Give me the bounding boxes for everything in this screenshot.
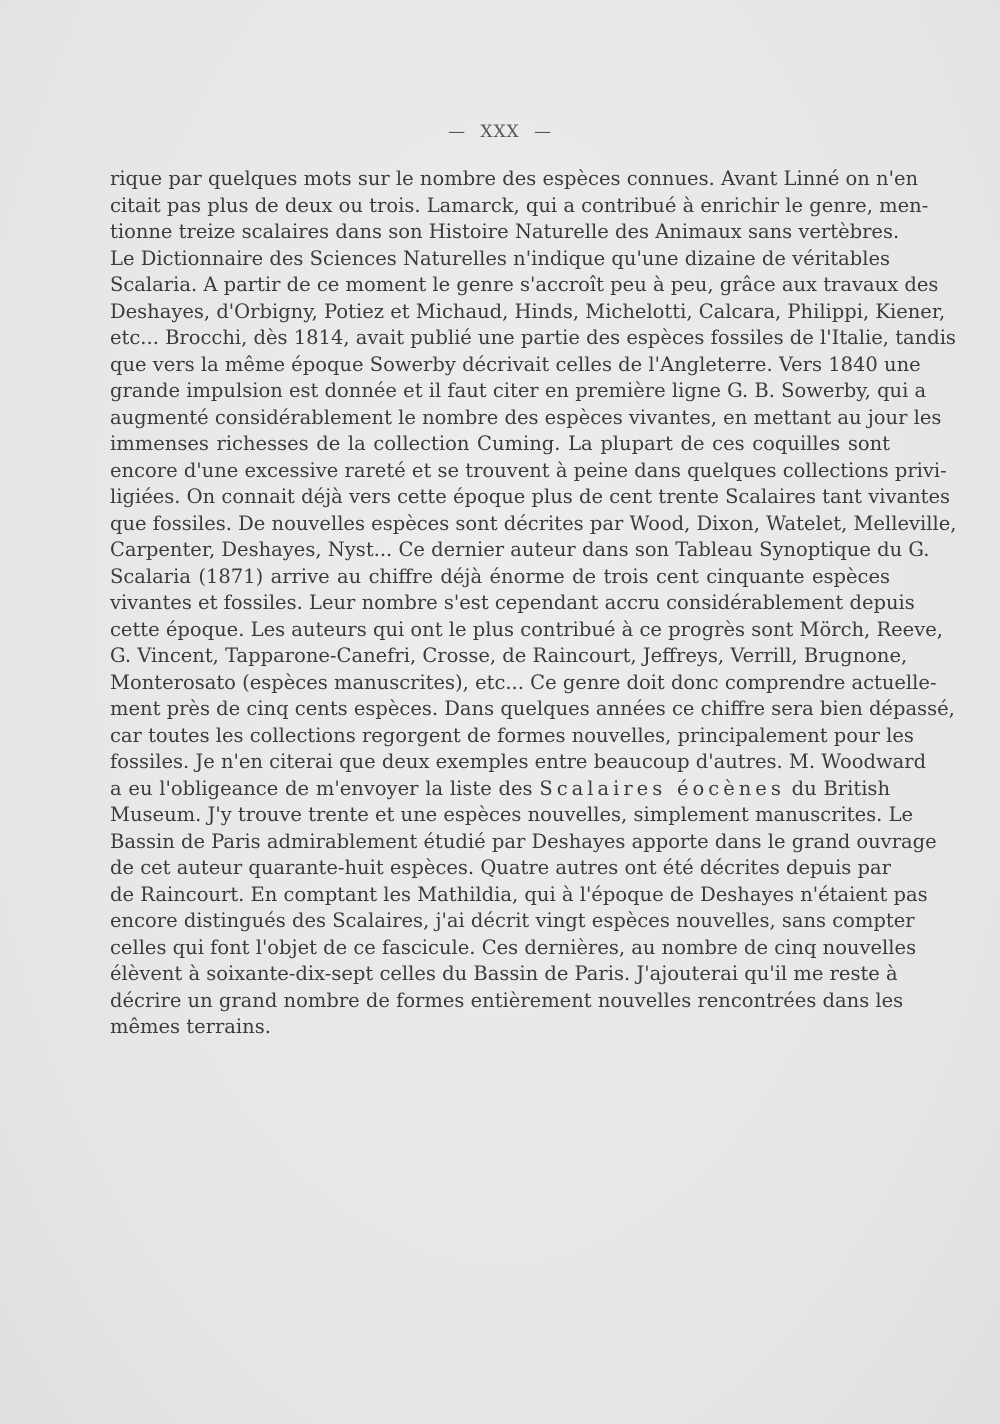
text-line-end: du British xyxy=(784,776,891,800)
text-line: fossiles. Je n'en citerai que deux exemples entre beaucoup d'autres. M. Woodward xyxy=(110,750,927,773)
text-line: Monterosato (espèces manuscrites), etc... Ce genre doit donc comprendre actuelle- xyxy=(110,670,937,694)
text-line: rique par quelques mots sur le nombre des espèces connues. Avant Linné on n'en xyxy=(110,167,919,190)
text-line: Scalaria (1871) arrive au chiffre déjà énorme de trois cent cinquante espèces xyxy=(110,564,890,588)
page-number: XXX xyxy=(480,122,520,142)
text-line: ligiées. On connait déjà vers cette époque plus de cent trente Scalaires tant vivantes xyxy=(110,485,951,508)
text-line: cette époque. Les auteurs qui ont le plus contribué à ce progrès sont Mörch, Reeve, xyxy=(110,617,943,641)
text-line: immenses richesses de la collection Cuming. La plupart de ces coquilles sont xyxy=(110,432,890,455)
text-line: que vers la même époque Sowerby décrivait celles de l'Angleterre. Vers 1840 une xyxy=(110,352,921,376)
text-line: celles qui font l'objet de ce fascicule. Ces dernières, au nombre de cinq nouvelles xyxy=(110,935,917,959)
text-line-final: mêmes terrains. xyxy=(110,1015,271,1038)
text-line-start: a eu l'obligeance de m'envoyer la liste des xyxy=(110,776,540,800)
text-line: encore distingués des Scalaires, j'ai décrit vingt espèces nouvelles, sans compter xyxy=(110,909,915,932)
text-line: Le Dictionnaire des Sciences Naturelles n'indique qu'une dizaine de véritables xyxy=(110,246,890,270)
text-line: vivantes et fossiles. Leur nombre s'est cependant accru considérablement depuis xyxy=(110,591,915,614)
text-line: que fossiles. De nouvelles espèces sont décrites par Wood, Dixon, Watelet, Melleville, xyxy=(110,511,957,535)
text-line: Museum. J'y trouve trente et une espèces nouvelles, simplement manuscrites. Le xyxy=(110,803,914,826)
text-line: Deshayes, d'Orbigny, Potiez et Michaud, Hinds, Michelotti, Calcara, Philippi, Kiener, xyxy=(110,299,946,323)
text-line: Carpenter, Deshayes, Nyst... Ce dernier auteur dans son Tableau Synoptique du G. xyxy=(110,538,930,561)
running-header xyxy=(0,122,1000,142)
text-line-spaced xyxy=(110,776,890,803)
text-line: citait pas plus de deux ou trois. Lamarck, qui a contribué à enrichir le genre, men- xyxy=(110,193,929,217)
body-paragraph xyxy=(110,166,957,1041)
text-line: de Raincourt. En comptant les Mathildia, qui à l'époque de Deshayes n'étaient pas xyxy=(110,882,928,906)
header-dash-left: — xyxy=(447,122,466,142)
spaced-emphasis: Scalaires éocènes xyxy=(539,776,785,800)
text-line: tionne treize scalaires dans son Histoire Naturelle des Animaux sans vertèbres. xyxy=(110,220,900,243)
text-line: grande impulsion est donnée et il faut citer en première ligne G. B. Sowerby, qui a xyxy=(110,379,927,402)
text-line: encore d'une excessive rareté et se trouvent à peine dans quelques collections privi- xyxy=(110,458,947,482)
text-line: car toutes les collections regorgent de formes nouvelles, principalement pour les xyxy=(110,723,914,747)
text-line: élèvent à soixante-dix-sept celles du Bassin de Paris. J'ajouterai qu'il me reste à xyxy=(110,962,898,985)
header-dash-right: — xyxy=(534,122,553,142)
text-line: augmenté considérablement le nombre des espèces vivantes, en mettant au jour les xyxy=(110,405,942,429)
text-line: etc... Brocchi, dès 1814, avait publié une partie des espèces fossiles de l'Italie, tandis xyxy=(110,326,956,349)
text-line: G. Vincent, Tapparone-Canefri, Crosse, de Raincourt, Jeffreys, Verrill, Brugnone, xyxy=(110,644,908,667)
text-line: Scalaria. A partir de ce moment le genre s'accroît peu à peu, grâce aux travaux des xyxy=(110,273,939,296)
text-line: Bassin de Paris admirablement étudié par Deshayes apporte dans le grand ouvrage xyxy=(110,829,937,853)
text-line: ment près de cinq cents espèces. Dans quelques années ce chiffre sera bien dépassé, xyxy=(110,697,955,720)
text-line: décrire un grand nombre de formes entièrement nouvelles rencontrées dans les xyxy=(110,988,904,1012)
text-line: de cet auteur quarante-huit espèces. Quatre autres ont été décrites depuis par xyxy=(110,856,891,879)
